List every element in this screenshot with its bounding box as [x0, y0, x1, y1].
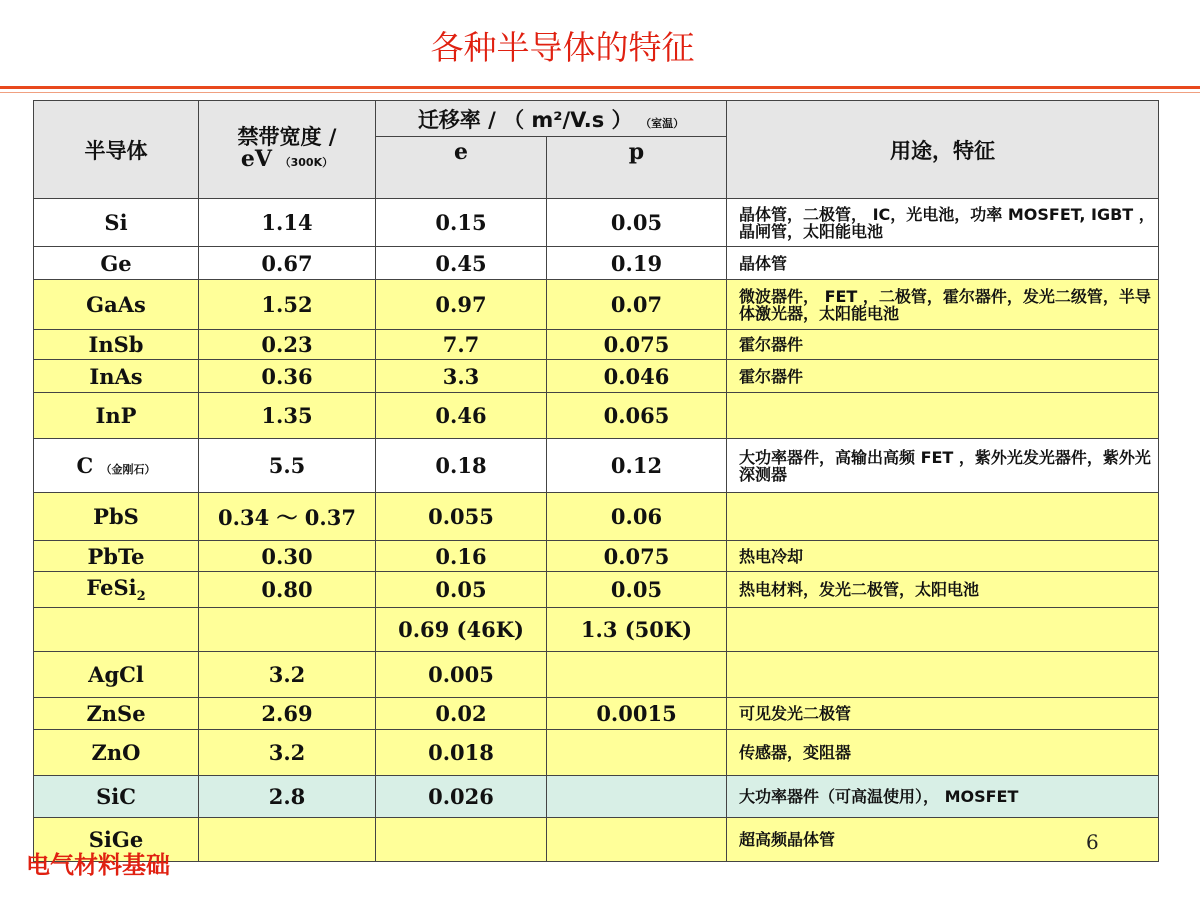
- cell-name-note: （金刚石）: [100, 463, 156, 476]
- cell-p: 0.0015: [547, 698, 727, 730]
- cell-gap: 0.67: [199, 247, 376, 280]
- semiconductor-table: [33, 100, 1159, 862]
- header-mobility: [376, 101, 727, 137]
- cell-p: 0.06: [547, 493, 727, 541]
- header-bandgap: [199, 101, 376, 199]
- cell-e: 0.46: [376, 393, 547, 439]
- header-hole: p: [547, 137, 727, 199]
- cell-gap: 0.36: [199, 360, 376, 393]
- cell-name: ZnSe: [34, 698, 199, 730]
- cell-name: PbTe: [34, 541, 199, 572]
- slide-title: 各种半导体的特征: [430, 28, 695, 67]
- cell-e: 0.18: [376, 439, 547, 493]
- cell-e: 0.05: [376, 572, 547, 608]
- cell-p: 0.065: [547, 393, 727, 439]
- cell-name: [34, 439, 199, 493]
- cell-use: 大功率器件（可高温使用）， MOSFET: [727, 776, 1159, 818]
- cell-e: 0.15: [376, 199, 547, 247]
- cell-e: 0.45: [376, 247, 547, 280]
- cell-gap: [199, 818, 376, 862]
- cell-use: 热电冷却: [727, 541, 1159, 572]
- cell-e: 7.7: [376, 330, 547, 360]
- cell-use: 晶体管，二极管， IC，光电池，功率 MOSFET, IGBT ，晶闸管，太阳能电池: [727, 199, 1159, 247]
- cell-e: 0.69 (46K): [376, 608, 547, 652]
- cell-gap: 1.35: [199, 393, 376, 439]
- header-electron: e: [376, 137, 547, 199]
- cell-name: [34, 608, 199, 652]
- cell-gap: 5.5: [199, 439, 376, 493]
- cell-use: 传感器，变阻器: [727, 730, 1159, 776]
- cell-name-text: FeSi: [86, 574, 137, 600]
- cell-use: [727, 608, 1159, 652]
- cell-p: 0.05: [547, 199, 727, 247]
- cell-p: 0.12: [547, 439, 727, 493]
- table-row: [34, 818, 1159, 862]
- cell-p: [547, 652, 727, 698]
- table-row: [34, 698, 1159, 730]
- cell-e: 3.3: [376, 360, 547, 393]
- page-number: 6: [1086, 830, 1099, 854]
- header-bandgap-main: 禁带宽度 /: [237, 124, 337, 149]
- cell-gap: 0.80: [199, 572, 376, 608]
- title-rule: [0, 86, 1200, 89]
- table-row: [34, 572, 1159, 608]
- cell-use: 大功率器件，高输出高频 FET ，紫外光发光器件，紫外光深测器: [727, 439, 1159, 493]
- cell-name: AgCl: [34, 652, 199, 698]
- cell-use: 霍尔器件: [727, 330, 1159, 360]
- table-row: [34, 541, 1159, 572]
- cell-use: 热电材料，发光二极管，太阳电池: [727, 572, 1159, 608]
- cell-name: Si: [34, 199, 199, 247]
- cell-gap: [199, 608, 376, 652]
- cell-name: InSb: [34, 330, 199, 360]
- table-row: [34, 652, 1159, 698]
- cell-e: [376, 818, 547, 862]
- table-row: [34, 730, 1159, 776]
- header-semiconductor: 半导体: [34, 101, 199, 199]
- cell-use: 微波器件， FET ，二极管，霍尔器件，发光二级管，半导体激光器，太阳能电池: [727, 280, 1159, 330]
- cell-p: 0.075: [547, 541, 727, 572]
- cell-name-subscript: 2: [136, 589, 146, 605]
- cell-e: 0.16: [376, 541, 547, 572]
- cell-use: [727, 393, 1159, 439]
- cell-name: SiGe: [34, 818, 199, 862]
- table-row: [34, 608, 1159, 652]
- cell-name: [34, 572, 199, 608]
- table-row: [34, 247, 1159, 280]
- cell-e: 0.02: [376, 698, 547, 730]
- header-mobility-main: 迁移率 / （ m²/V.s ）: [417, 107, 633, 132]
- cell-gap: 1.52: [199, 280, 376, 330]
- header-bandgap-note: （300K）: [279, 155, 334, 169]
- footer-course-name: 电气材料基础: [26, 851, 170, 879]
- cell-name: ZnO: [34, 730, 199, 776]
- cell-use: 霍尔器件: [727, 360, 1159, 393]
- cell-e: 0.005: [376, 652, 547, 698]
- cell-name: SiC: [34, 776, 199, 818]
- cell-e: 0.018: [376, 730, 547, 776]
- table-row: [34, 330, 1159, 360]
- cell-name: InAs: [34, 360, 199, 393]
- cell-name: PbS: [34, 493, 199, 541]
- cell-use: 可见发光二极管: [727, 698, 1159, 730]
- cell-gap: 2.8: [199, 776, 376, 818]
- cell-gap: 2.69: [199, 698, 376, 730]
- cell-gap: 3.2: [199, 730, 376, 776]
- table-row: [34, 280, 1159, 330]
- cell-p: 0.05: [547, 572, 727, 608]
- cell-p: 0.046: [547, 360, 727, 393]
- table-row: [34, 360, 1159, 393]
- header-mobility-note: （室温）: [640, 116, 685, 130]
- cell-name-text: C: [76, 453, 94, 478]
- cell-p: [547, 776, 727, 818]
- title-rule-thin: [0, 92, 1200, 93]
- header-use: 用途，特征: [727, 101, 1159, 199]
- cell-gap: 0.30: [199, 541, 376, 572]
- table-row: [34, 776, 1159, 818]
- cell-gap: 0.23: [199, 330, 376, 360]
- cell-use: [727, 493, 1159, 541]
- cell-p: [547, 818, 727, 862]
- cell-e: 0.97: [376, 280, 547, 330]
- cell-name: Ge: [34, 247, 199, 280]
- header-bandgap-unit: eV: [240, 145, 272, 172]
- table-row: [34, 393, 1159, 439]
- cell-p: 1.3 (50K): [547, 608, 727, 652]
- table-row: [34, 199, 1159, 247]
- cell-p: 0.075: [547, 330, 727, 360]
- cell-gap: 1.14: [199, 199, 376, 247]
- cell-use: 晶体管: [727, 247, 1159, 280]
- cell-p: 0.19: [547, 247, 727, 280]
- cell-gap: 3.2: [199, 652, 376, 698]
- table-row: [34, 439, 1159, 493]
- cell-e: 0.026: [376, 776, 547, 818]
- cell-name: InP: [34, 393, 199, 439]
- cell-use: 超高频晶体管: [727, 818, 1159, 862]
- cell-p: [547, 730, 727, 776]
- cell-gap: 0.34 ～ 0.37: [199, 493, 376, 541]
- cell-use: [727, 652, 1159, 698]
- table-row: [34, 493, 1159, 541]
- cell-name: GaAs: [34, 280, 199, 330]
- cell-e: 0.055: [376, 493, 547, 541]
- cell-p: 0.07: [547, 280, 727, 330]
